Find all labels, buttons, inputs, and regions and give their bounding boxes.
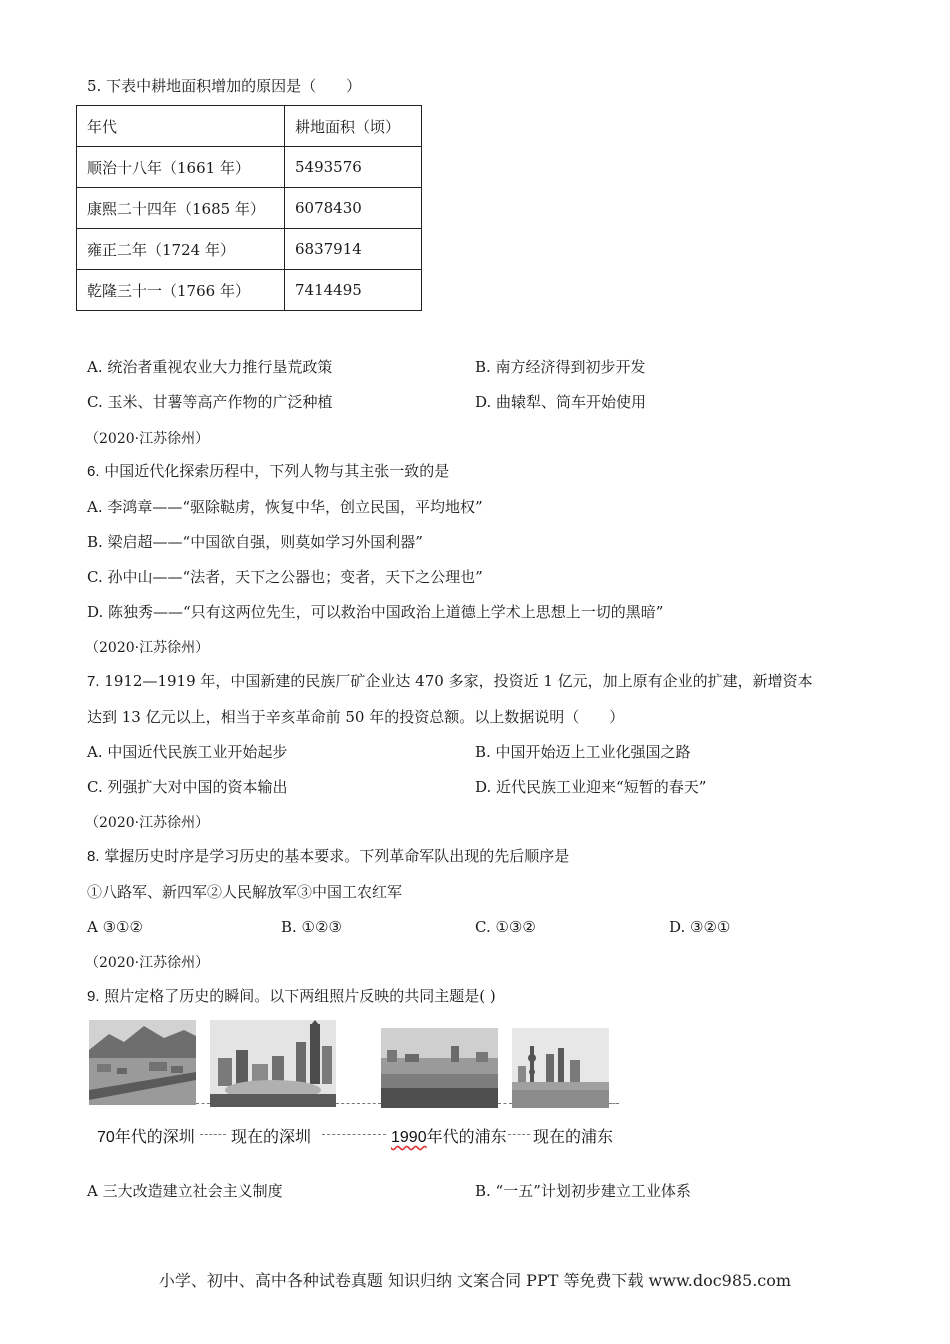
photo-shenzhen-1970s-image (89, 1020, 196, 1105)
photo-connector (336, 1103, 381, 1104)
q6-option-c[interactable]: C. 孙中山——“法者，天下之公器也；变者，天下之公理也” (87, 568, 483, 586)
table-cell: 6837914 (285, 229, 422, 270)
photo-shenzhen-1970s (89, 1020, 196, 1105)
photo-pudong-now-image (512, 1028, 609, 1108)
q7-stem-text: 1912—1919 年，中国新建的民族厂矿企业达 470 多家，投资近 1 亿元，加上原有企业的扩建，新增资本 (99, 672, 813, 690)
photo-connector (196, 1103, 210, 1104)
q8-stem-text: 掌握历史时序是学习历史的基本要求。下列革命军队出现的先后顺序是 (99, 847, 570, 865)
q8-items: ①八路军、新四军②人民解放军③中国工农红军 (87, 883, 403, 901)
table-cell: 7414495 (285, 270, 422, 311)
table-cell: 5493576 (285, 147, 422, 188)
table-header-cell: 年代 (77, 106, 285, 147)
table-row (77, 147, 422, 188)
q7-option-b[interactable]: B. 中国开始迈上工业化强国之路 (475, 743, 691, 761)
q5-option-b[interactable]: B. 南方经济得到初步开发 (475, 358, 646, 376)
table-header-row (77, 106, 422, 147)
caption-pudong-now: 现在的浦东 (533, 1129, 614, 1146)
caption-connector (322, 1134, 386, 1135)
q5-option-d[interactable]: D. 曲辕犁、筒车开始使用 (475, 393, 647, 411)
caption-pudong-1990s-year: 1990 (391, 1129, 427, 1146)
photo-connector (609, 1103, 619, 1104)
q6-stem-text: 中国近代化探索历程中，下列人物与其主张一致的是 (99, 462, 450, 480)
table-cell: 6078430 (285, 188, 422, 229)
page-footer[interactable]: 小学、初中、高中各种试卷真题 知识归纳 文案合同 PPT 等免费下载 www.doc985.com (158, 1271, 792, 1290)
q8-option-d[interactable]: D. ③②① (669, 918, 731, 936)
q6-source: （2020·江苏徐州） (85, 431, 210, 447)
q6-option-a[interactable]: A. 李鸿章——“驱除鞑虏，恢复中华，创立民国，平均地权” (87, 498, 483, 516)
q5-option-c[interactable]: C. 玉米、甘薯等高产作物的广泛种植 (87, 393, 333, 411)
caption-shenzhen-1970s: 70年代的深圳 (97, 1129, 195, 1146)
q8-option-b[interactable]: B. ①②③ (281, 918, 342, 936)
q9-stem-text: 照片定格了历史的瞬间。以下两组照片反映的共同主题是( ) (99, 987, 496, 1005)
q7-option-c[interactable]: C. 列强扩大对中国的资本输出 (87, 778, 288, 796)
q8-source: （2020·江苏徐州） (85, 815, 210, 831)
q8-stem (87, 846, 569, 867)
table-cell: 顺治十八年（1661 年） (77, 147, 285, 188)
q7-number: 7. (87, 673, 100, 690)
photo-shenzhen-now-image (210, 1020, 336, 1107)
q6-option-d[interactable]: D. 陈独秀——“只有这两位先生，可以救治中国政治上道德上学术上思想上一切的黑暗” (87, 603, 664, 621)
caption-pudong-1990s (391, 1124, 507, 1147)
q9-source: （2020·江苏徐州） (85, 955, 210, 971)
q7-source: （2020·江苏徐州） (85, 640, 210, 656)
q5-option-a[interactable]: A. 统治者重视农业大力推行垦荒政策 (87, 358, 333, 376)
q9-stem (87, 986, 496, 1007)
table-cell: 乾隆三十一（1766 年） (77, 270, 285, 311)
photo-connector (498, 1103, 512, 1104)
table-cell: 康熙二十四年（1685 年） (77, 188, 285, 229)
q6-stem (87, 461, 449, 482)
table-row (77, 188, 422, 229)
q6-option-b[interactable]: B. 梁启超——“中国欲自强，则莫如学习外国利器” (87, 533, 423, 551)
q7-option-a[interactable]: A. 中国近代民族工业开始起步 (87, 743, 288, 761)
caption-connector (508, 1134, 530, 1135)
photo-pudong-1990s-image (381, 1028, 498, 1108)
q9-number: 9. (87, 988, 100, 1005)
q5-stem: 5. 下表中耕地面积增加的原因是（ ） (87, 77, 362, 95)
q7-option-d[interactable]: D. 近代民族工业迎来“短暂的春天” (475, 778, 707, 796)
photo-shenzhen-now (210, 1020, 336, 1107)
q8-option-c[interactable]: C. ①③② (475, 918, 536, 936)
q9-option-b[interactable]: B. “一五”计划初步建立工业体系 (475, 1182, 691, 1200)
q7-stem-line1 (87, 671, 813, 692)
q8-number: 8. (87, 848, 100, 865)
q7-stem-line2: 达到 13 亿元以上，相当于辛亥革命前 50 年的投资总额。以上数据说明（ ） (87, 708, 625, 726)
q6-number: 6. (87, 463, 100, 480)
table-row (77, 270, 422, 311)
table-row (77, 229, 422, 270)
caption-shenzhen-now: 现在的深圳 (231, 1129, 312, 1146)
table-cell: 雍正二年（1724 年） (77, 229, 285, 270)
photo-pudong-now (512, 1028, 609, 1108)
photo-pudong-1990s (381, 1028, 498, 1108)
q8-option-a[interactable]: A ③①② (87, 918, 143, 936)
caption-connector (200, 1134, 226, 1135)
table-header-cell: 耕地面积（顷） (285, 106, 422, 147)
caption-pudong-1990s-text: 年代的浦东 (426, 1129, 507, 1146)
q9-option-a[interactable]: A 三大改造建立社会主义制度 (87, 1182, 283, 1200)
cultivated-land-table (76, 105, 422, 311)
